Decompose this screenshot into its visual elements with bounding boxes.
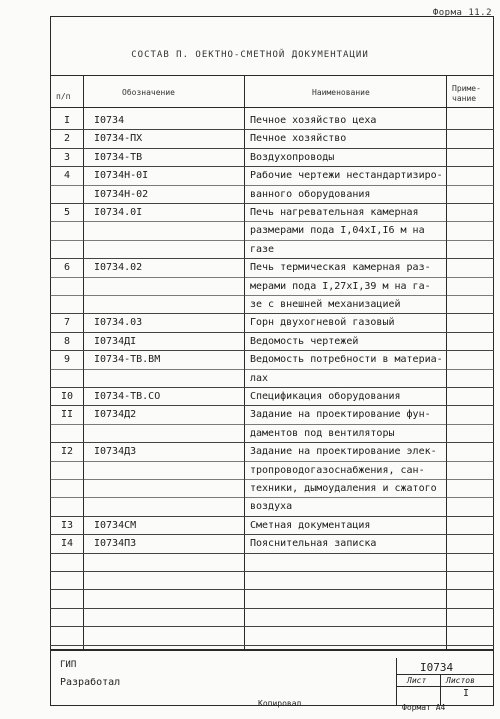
row-rule (50, 295, 494, 296)
row-designation: I0734ПЗ (94, 538, 137, 550)
doc-code: I0734 (420, 661, 454, 674)
col-divider (244, 76, 245, 650)
empty-row-rule (50, 645, 494, 646)
row-number: I3 (60, 519, 74, 531)
row-name: ванного оборудования (250, 188, 371, 200)
title-block-divider (396, 658, 397, 706)
row-number: I2 (60, 446, 74, 458)
empty-row-rule (50, 571, 494, 572)
col-divider (446, 76, 447, 650)
row-rule (50, 479, 494, 480)
row-rule (50, 369, 494, 370)
row-designation: I0734ДI (94, 335, 137, 347)
row-number: 7 (63, 317, 71, 329)
empty-row-rule (50, 589, 494, 590)
row-number: 6 (63, 262, 71, 274)
header-note: Приме- чание (452, 84, 481, 103)
row-name: воздуха (250, 501, 293, 513)
row-number: II (60, 409, 74, 421)
row-number: 5 (63, 207, 71, 218)
header-name: Наименование (312, 88, 370, 97)
row-designation: I0734Д2 (94, 409, 137, 421)
row-name: зе с внешней механизацией (250, 299, 401, 310)
row-name: Печное хозяйство (250, 133, 347, 145)
document-title: СОСТАВ П. ОЕКТНО-СМЕТНОЙ ДОКУМЕНТАЦИИ (131, 50, 369, 60)
row-name: Рабочие чертежи нестандартизиро- (250, 170, 443, 182)
row-designation: I0734СМ (94, 519, 137, 531)
row-name: Печь термическая камерная раз- (250, 262, 431, 274)
row-name: техники, дымоудаления и сжатого (250, 483, 437, 494)
row-rule (50, 553, 494, 554)
row-name: мерами пода I,27хI,39 м на га- (250, 280, 431, 292)
row-designation: I0734.0I (94, 207, 143, 218)
sheets-value: I (463, 688, 470, 699)
row-name: Печное хозяйство цеха (250, 115, 377, 126)
row-name: даментов под вентиляторы (250, 427, 395, 439)
form-label: Форма 11.2 (432, 8, 492, 18)
row-number: 8 (63, 335, 71, 347)
row-designation: I0734-ТВ (94, 151, 143, 163)
title-block-rule (396, 674, 494, 675)
sheets-label: Листов (446, 676, 475, 685)
empty-row-rule (50, 626, 494, 627)
composition-table (50, 75, 494, 651)
header-num: п/п (56, 92, 71, 101)
row-name: Задание на проектирование фун- (250, 409, 431, 421)
empty-row-rule (50, 608, 494, 609)
row-number: I4 (60, 538, 74, 550)
row-name: тропроводогазоснабжения, сан- (250, 464, 425, 476)
row-number: 2 (63, 133, 71, 145)
row-rule (50, 221, 494, 222)
row-name: размерами пода I,04хI,I6 м на (250, 225, 425, 237)
row-name: Горн двухогневой газовый (250, 317, 395, 329)
row-name: Ведомость чертежей (250, 335, 359, 347)
row-rule (50, 424, 494, 425)
row-designation: I0734-ТВ.СО (94, 391, 161, 402)
row-number: 4 (63, 170, 71, 182)
row-name: Печь нагревательная камерная (250, 207, 419, 218)
row-designation: I0734Д3 (94, 446, 137, 458)
row-designation: I0734-ПХ (94, 133, 143, 145)
row-name: Ведомость потребности в материа- (250, 354, 443, 366)
row-name: Спецификация оборудования (250, 391, 401, 402)
row-name: Сметная документация (250, 519, 371, 531)
title-block-rule (396, 686, 494, 687)
row-designation: I0734Н-02 (94, 188, 149, 200)
row-number: I0 (60, 391, 74, 402)
row-designation: I0734.02 (94, 262, 143, 274)
row-designation: I0734.03 (94, 317, 143, 329)
title-block-rule (50, 649, 494, 650)
sheet-label: Лист (407, 676, 427, 685)
row-rule (50, 240, 494, 241)
developed-label: Разработал (60, 677, 121, 688)
row-name: лах (250, 372, 269, 384)
row-rule (50, 185, 494, 186)
format-label: Формат А4 (402, 703, 446, 712)
row-name: Пояснительная записка (250, 538, 377, 550)
row-rule (50, 277, 494, 278)
row-number: 3 (63, 151, 71, 163)
header-designation: Обозначение (122, 88, 175, 97)
row-designation: I0734Н-0I (94, 170, 149, 182)
copied-label: Копировал (258, 699, 302, 708)
row-name: Задание на проектирование элек- (250, 446, 437, 458)
row-number: I (63, 115, 71, 126)
title-block-divider (440, 674, 441, 706)
row-designation: I0734 (94, 115, 125, 126)
col-divider (83, 76, 84, 650)
row-number: 9 (63, 354, 71, 366)
row-rule (50, 461, 494, 462)
gip-label: ГИП (60, 660, 77, 670)
row-name: газе (250, 243, 275, 255)
row-name: Воздухопроводы (250, 151, 335, 163)
row-designation: I0734-ТВ.ВМ (94, 354, 161, 366)
header-rule (50, 107, 494, 108)
row-rule (50, 497, 494, 498)
